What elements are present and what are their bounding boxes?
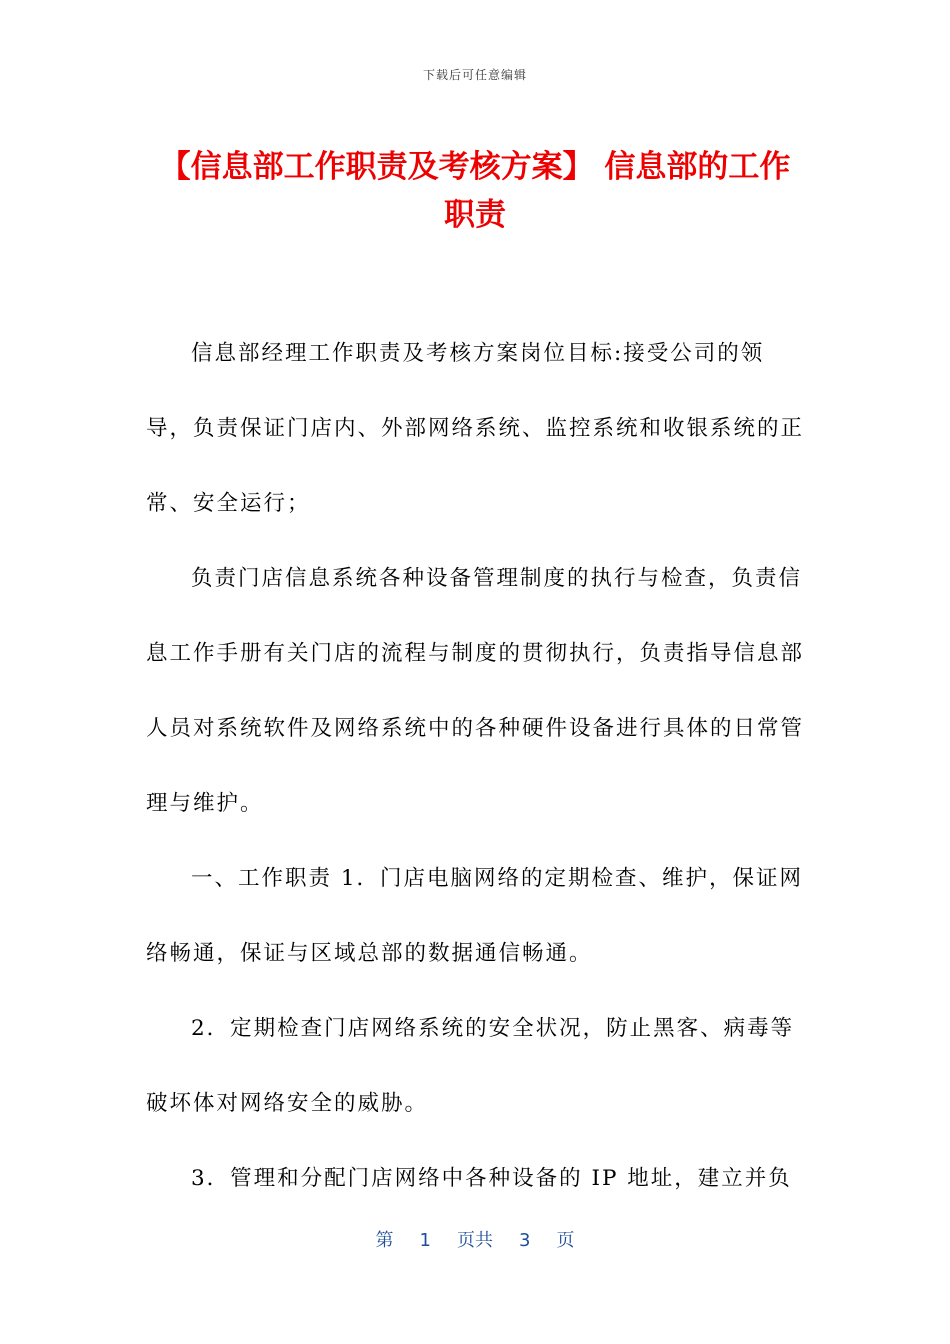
total-pages-number: 3 — [519, 1230, 531, 1251]
paragraph: 信息部经理工作职责及考核方案岗位目标:接受公司的领导，负责保证门店内、外部网络系统、监控系统和收银系统的正常、安全运行； — [146, 341, 805, 516]
header-note: 下载后可任意编辑 — [422, 68, 527, 82]
paragraph: 3．管理和分配门店网络中各种设备的 IP 地址，建立并负 — [191, 1166, 792, 1191]
page-footer — [0, 1226, 950, 1252]
page-label-suffix: 页 — [556, 1230, 575, 1251]
paragraph: 一、工作职责 1．门店电脑网络的定期检查、维护，保证网络畅通，保证与区域总部的数据通信畅通。 — [146, 866, 804, 966]
page-label-mid: 页共 — [457, 1230, 493, 1251]
document-body — [146, 316, 810, 1216]
document-title: 【信息部工作职责及考核方案】 信息部的工作职责 — [159, 149, 791, 233]
paragraph: 负责门店信息系统各种设备管理制度的执行与检查，负责信息工作手册有关门店的流程与制度的贯彻执行，负责指导信息部人员对系统软件及网络系统中的各种硬件设备进行具体的日常管理与维护。 — [146, 566, 805, 816]
current-page-number: 1 — [419, 1230, 431, 1251]
page-label-prefix: 第 — [375, 1230, 394, 1251]
paragraph: 2．定期检查门店网络系统的安全状况，防止黑客、病毒等破坏体对网络安全的威胁。 — [146, 1016, 795, 1116]
